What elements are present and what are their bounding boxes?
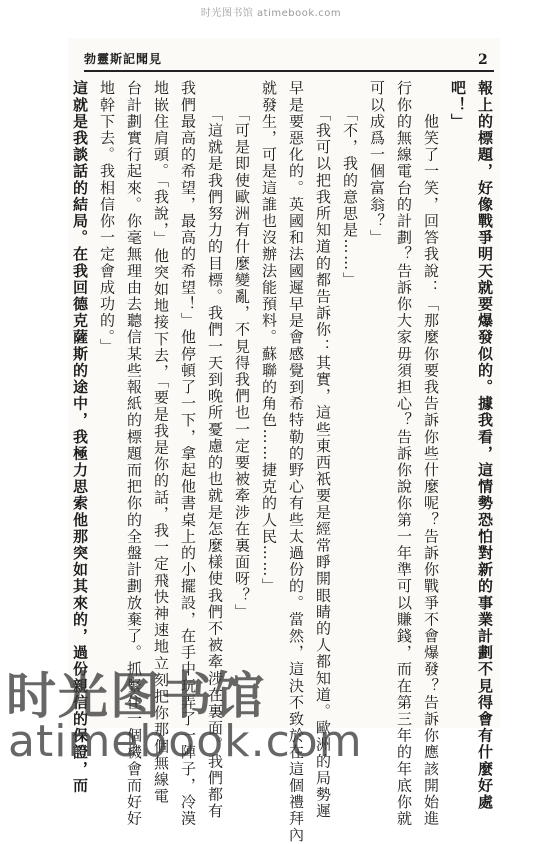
- text-column: 報上的標題，好像戰爭明天就要爆發似的。據我看，這情勢恐怕對新的事業計劃不見得會有什麼好處: [476, 80, 494, 811]
- text-column: 地幹下去。我相信你一定會成功的。」: [98, 80, 116, 355]
- text-column: 可以成爲一個富翁？」: [368, 80, 386, 246]
- text-column: 「我可以把我所知道的都告訴你：其實，這些東西祇要是經常睜開眼睛的人都知道。歐洲的局勢遲: [314, 80, 332, 820]
- header-rule: [84, 70, 494, 72]
- text-column: 台計劃實行起來。你毫無理由去聽信某些報紙的標題而把你的全盤計劃放棄了。抓緊住一個機會而好好: [125, 80, 143, 827]
- running-head: 見聞記斯靈勃: [84, 52, 163, 66]
- site-header-text: 时光图书馆 atimebook.com: [200, 8, 342, 19]
- page-number: 2: [478, 52, 488, 68]
- text-column: 行你的無線電台的計劃？告訴你大家毋須担心？告訴你說你第一年準可以賺錢，而在第三年的年底你就: [395, 80, 413, 827]
- text-column: 「不，我的意思是……」: [341, 80, 359, 289]
- watermark-url: atimebook.com: [8, 716, 363, 767]
- text-column: 我們最高的希望，最高的希望！」他停頓了一下，拿起他書桌上的小擺設，在手中玩弄了一陣子，冷漠: [179, 80, 197, 827]
- text-column: 他笑了一笑，回答我說：「那麼你要我告訴你些什麼呢？告訴你戰爭不會爆發？告訴你應該開始進: [422, 80, 440, 827]
- text-column: 就發生，可是這誰也沒辦法能預料。蘇聯的角色……捷克的人民……」: [260, 80, 278, 595]
- watermark-logo-text: 时光图书馆: [6, 667, 266, 725]
- text-column: 「可是即使歐洲有什麼變亂，不見得我們也一定要被牽涉在裏面呀？」: [233, 80, 251, 621]
- text-column: 早是要惡化的。英國和法國遲早是會感覺到希特勒的野心有些太過份的。當然，這決不致於在這個禮拜內: [287, 80, 305, 844]
- text-column: 地嵌住肩頭。「我說，」他突如地接下去，「要是我是你的話，我一定飛快神速地立刻把你那個無線電: [152, 80, 170, 805]
- text-column: 這就是我談話的結局。在我回德克薩斯的途中，我極力思索他那突如其來的，過份親信的保證，而: [71, 80, 89, 794]
- text-column: 「這就是我們努力的目標。我們一天到晚所憂慮的也就是怎麼樣使我們不被牽涉在裏面。我們都有: [206, 80, 224, 820]
- text-column: 吧！」: [449, 80, 467, 130]
